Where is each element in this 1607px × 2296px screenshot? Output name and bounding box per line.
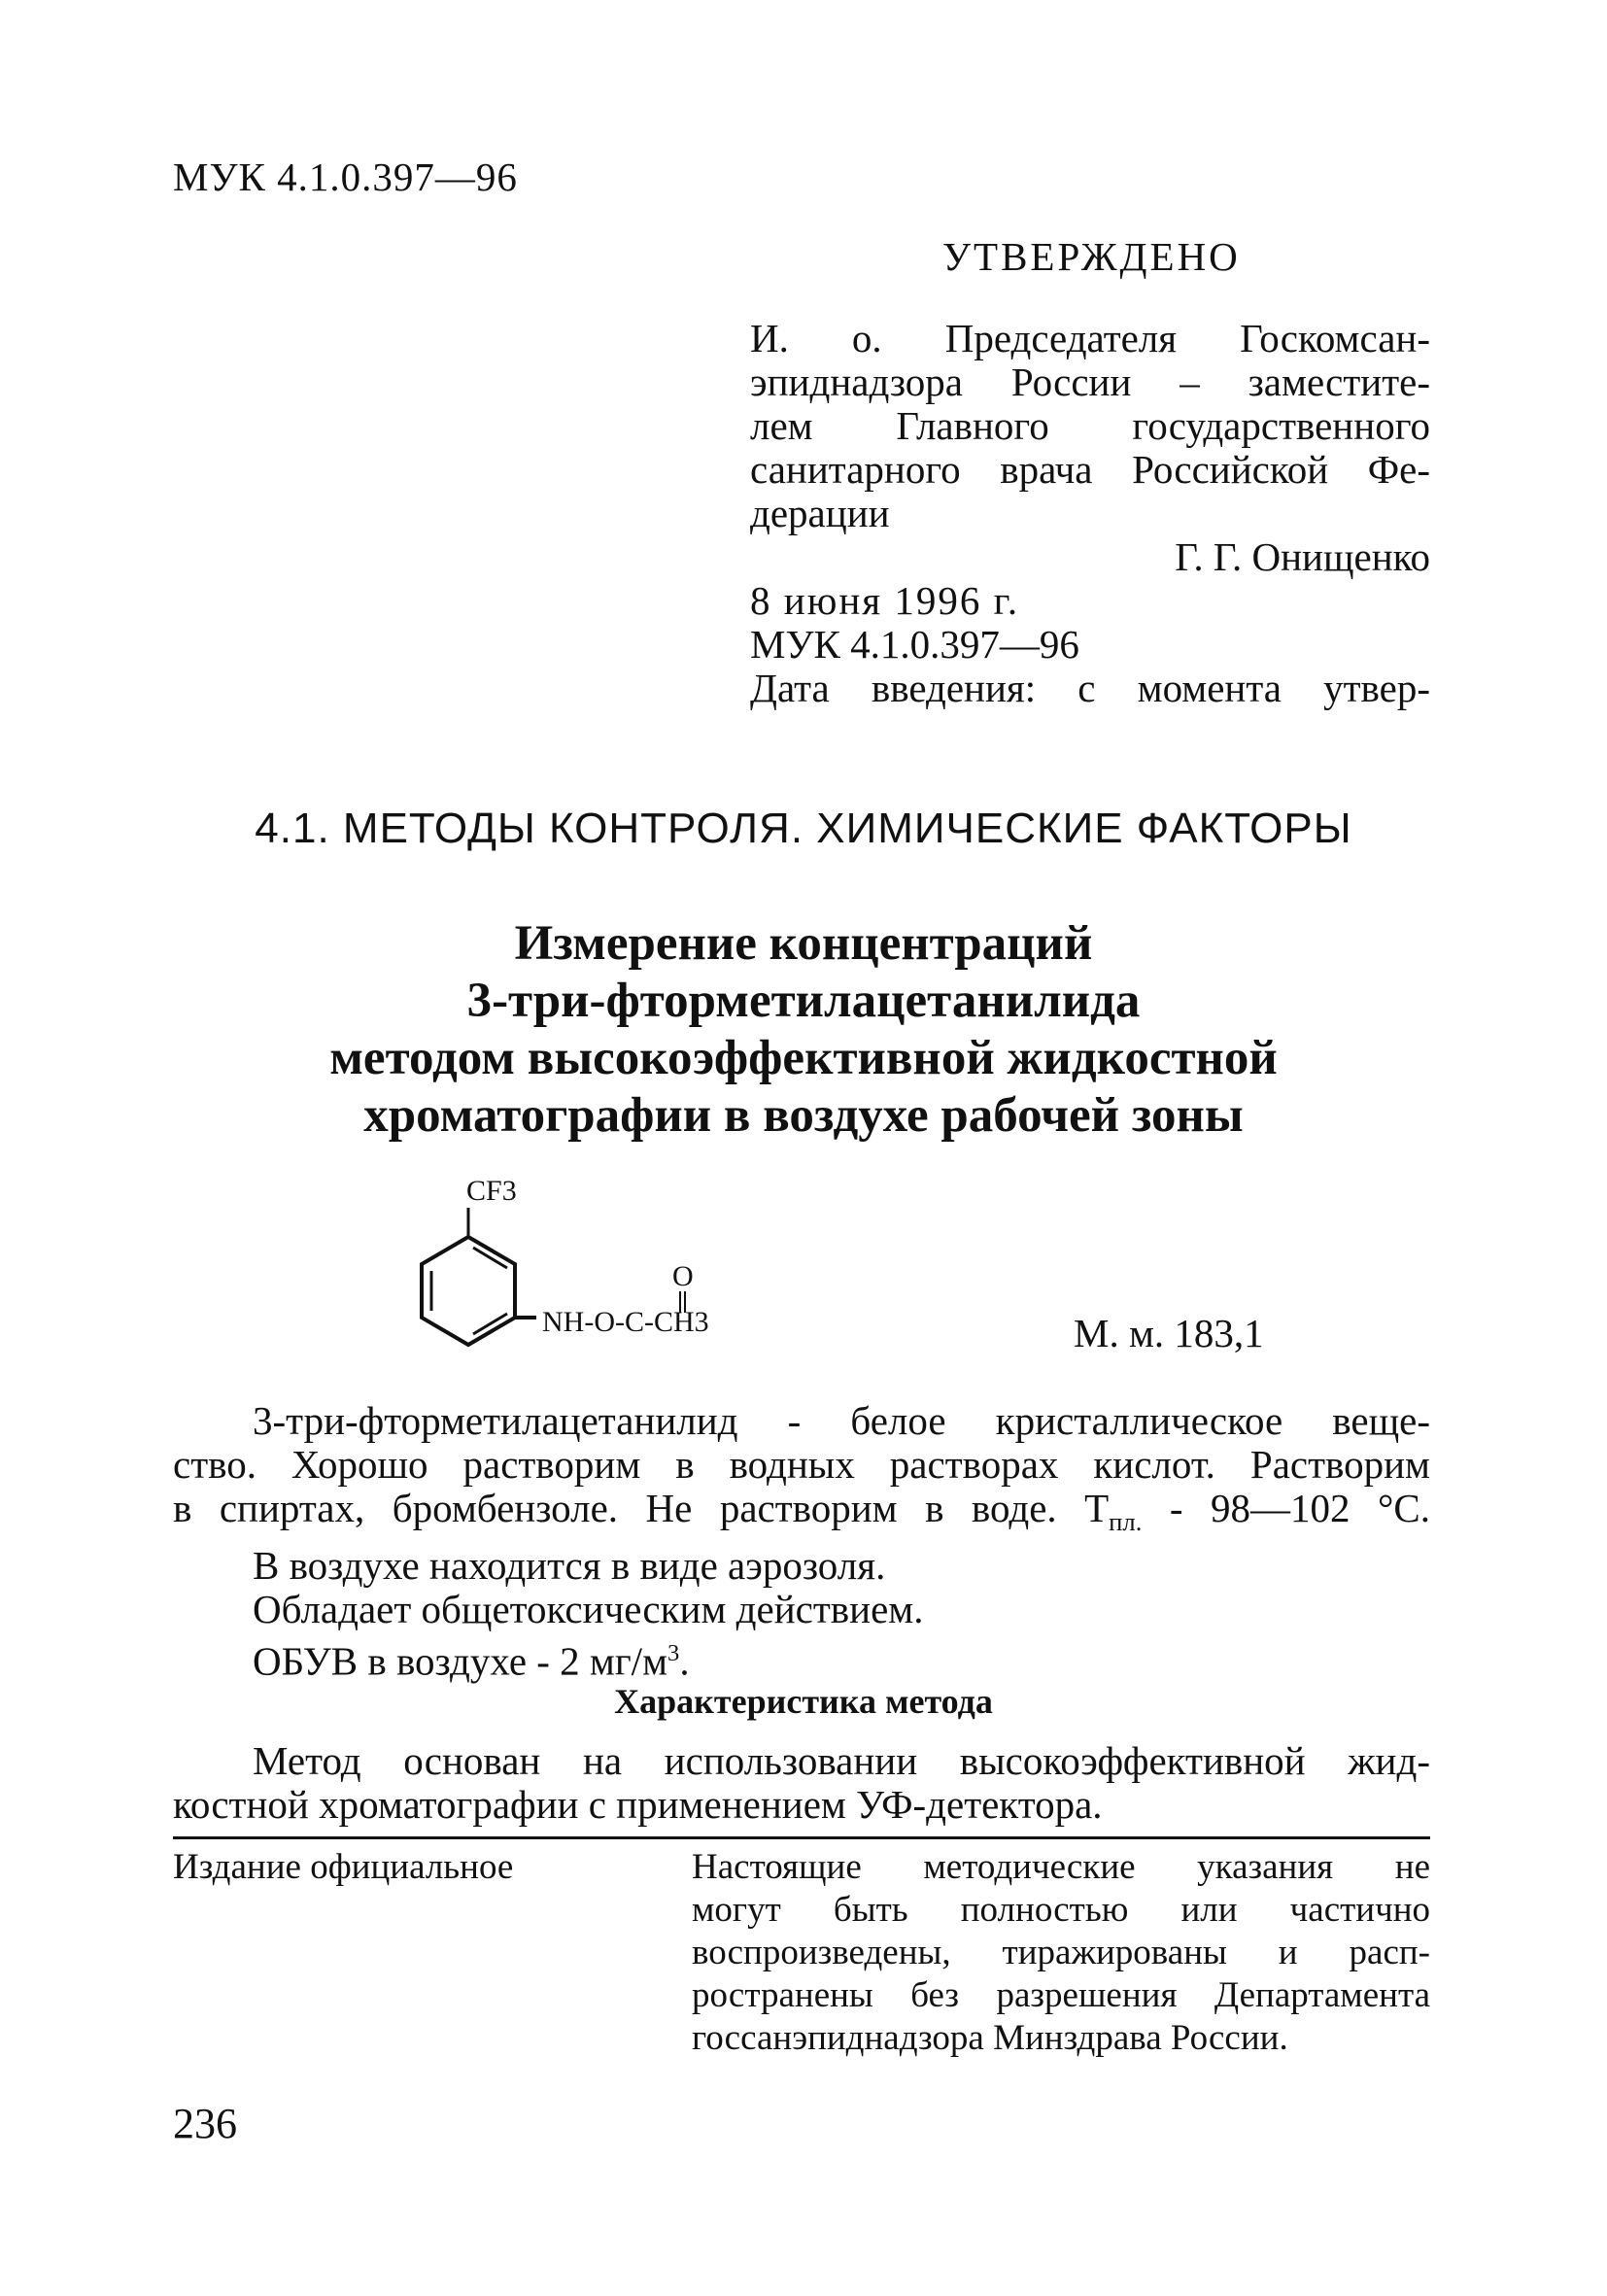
description-line: 3-три-фторметилацетанилид - белое кристаллическое веще- <box>253 1398 1430 1443</box>
approval-date: 8 июня 1996 г. <box>750 578 1020 623</box>
doc-code-header: МУК 4.1.0.397—96 <box>173 154 518 199</box>
melting-point-subscript: пл. <box>1109 1507 1143 1537</box>
approval-line: лем Главного государственного <box>750 403 1430 448</box>
approval-line: санитарного врача Российской Фе- <box>750 447 1430 492</box>
notice-line: ространены без разрешения Департамента <box>692 1975 1430 2015</box>
cf3-label: CF3 <box>466 1175 517 1207</box>
approval-line: дерации <box>750 491 890 535</box>
method-line: костной хроматографии с применением УФ-детектора. <box>173 1782 1103 1827</box>
substance-description <box>173 1399 1430 1684</box>
notice-line: могут быть полностью или частично <box>692 1890 1430 1930</box>
melting-point-text: в спиртах, бромбензоле. Не растворим в воде. Т <box>173 1486 1110 1530</box>
notice-line: Настоящие методические указания не <box>692 1847 1430 1887</box>
description-line: Обладает общетоксическим действием. <box>253 1587 924 1632</box>
title-line: 3-три-фторметилацетанилида <box>466 974 1141 1028</box>
melting-point-value: - 98—102 °С. <box>1142 1486 1430 1530</box>
notice-line: госсанэпиднадзора Минздрава России. <box>692 2018 1288 2058</box>
footer-divider <box>173 1836 1430 1839</box>
approval-line: И. о. Председателя Госкомсан- <box>750 316 1430 360</box>
description-line <box>173 1487 1430 1544</box>
obuv-end: . <box>679 1638 690 1684</box>
structural-formula <box>389 1171 894 1394</box>
approval-line: эпиднадзора России – заместите- <box>750 360 1430 404</box>
method-heading: Характеристика метода <box>614 1682 993 1721</box>
title-line: хроматографии в воздухе рабочей зоны <box>363 1088 1244 1143</box>
obuv-superscript: 3 <box>667 1640 680 1667</box>
method-line: Метод основан на использовании высокоэффективной жид- <box>253 1738 1430 1783</box>
section-heading: 4.1. МЕТОДЫ КОНТРОЛЯ. ХИМИЧЕСКИЕ ФАКТОРЫ <box>255 805 1352 852</box>
description-line: В воздухе находится в виде аэрозоля. <box>253 1543 886 1589</box>
page-number: 236 <box>173 2100 237 2147</box>
approval-block <box>750 317 1430 710</box>
edition-label: Издание официальное <box>173 1847 514 1887</box>
signatory: Г. Г. Онищенко <box>1175 534 1430 579</box>
doc-code-secondary: МУК 4.1.0.397—96 <box>750 622 1079 667</box>
title-line: Измерение концентраций <box>514 916 1093 971</box>
approved-label: УТВЕРЖДЕНО <box>942 234 1241 279</box>
copyright-notice <box>692 1846 1430 2060</box>
description-line <box>173 1631 1430 1684</box>
carbonyl-oxygen: O <box>672 1260 694 1292</box>
title-line: методом высокоэффективной жидкостной <box>329 1031 1278 1085</box>
obuv-text: ОБУВ в воздухе - 2 мг/м <box>253 1638 668 1684</box>
molar-mass: М. м. 183,1 <box>1074 1311 1264 1355</box>
description-line: ство. Хорошо растворим в водных растворах кислот. Растворим <box>173 1442 1430 1487</box>
notice-line: воспроизведены, тиражированы и расп- <box>692 1933 1430 1972</box>
introduction-date: Дата введения: с момента утвер- <box>750 666 1430 710</box>
method-text <box>173 1739 1430 1827</box>
substituent-chain: NH-O-C-CH3 <box>542 1306 709 1338</box>
document-title <box>0 915 1607 1145</box>
